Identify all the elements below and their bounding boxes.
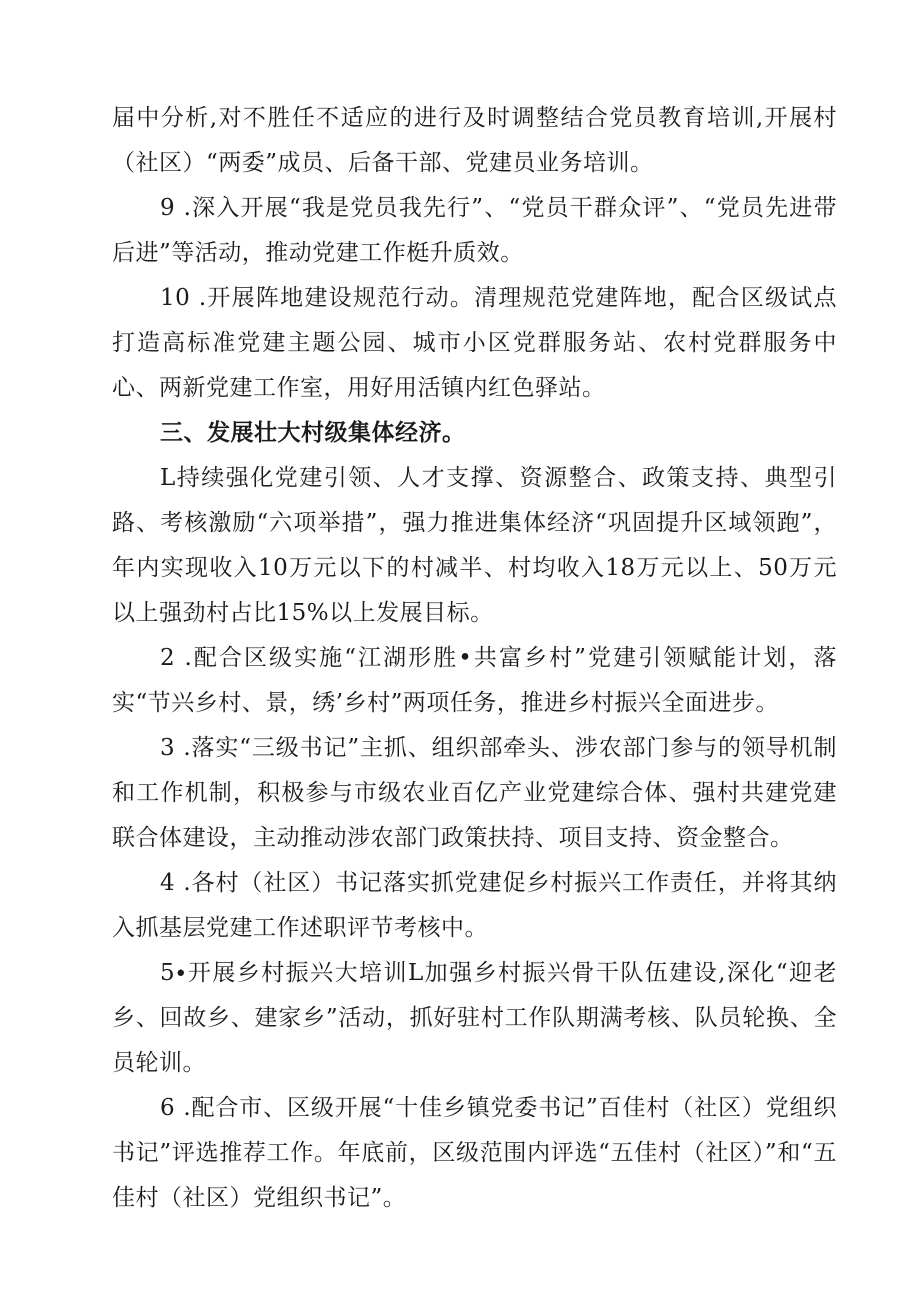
document-body: [112, 96, 837, 1221]
section-heading-3: 三、发展壮大村级集体经济。: [160, 420, 466, 446]
paragraph-economy-item-2: 2 .配合区级实施“江湖形胜•共富乡村”党建引领赋能计划，落实“节兴乡村、景，绣’乡村”两项任务，推进乡村振兴全面进步。: [112, 645, 837, 716]
paragraph-item-10: 10 .开展阵地建设规范行动。清理规范党建阵地，配合区级试点打造高标准党建主题公园、城市小区党群服务站、农村党群服务中心、两新党建工作室，用好用活镇内红色驿站。: [112, 285, 837, 401]
paragraph-economy-item-5: 5∙开展乡村振兴大培训L加强乡村振兴骨干队伍建设,深化“迎老乡、回故乡、建家乡”活动，抓好驻村工作队期满考核、队员轮换、全员轮训。: [112, 960, 837, 1076]
paragraph-economy-item-4: 4 .各村（社区）书记落实抓党建促乡村振兴工作责任，并将其纳入抓基层党建工作述职评节考核中。: [112, 870, 837, 941]
paragraph-economy-item-6: 6 .配合市、区级开展“十佳乡镇党委书记”百佳村（社区）党组织书记”评选推荐工作。年底前，区级范围内评选“五佳村（社区）”和“五佳村（社区）党组织书记”。: [112, 1095, 837, 1211]
paragraph-economy-item-1: L持续强化党建引领、人才支撑、资源整合、政策支持、典型引路、考核激励“六项举措”，强力推进集体经济“巩固提升区域领跑”，年内实现收入10万元以下的村减半、村均收入18万元以上、50万元以上强劲村占比15%以上发展目标。: [112, 465, 837, 626]
paragraph-item-9: 9 .深入开展“我是党员我先行”、“党员干群众评”、“党员先进带后进”等活动，推动党建工作梃升质效。: [112, 195, 837, 266]
paragraph-continuation-training: 届中分析,对不胜任不适应的进行及时调整结合党员教育培训,开展村（社区）“两委”成员、后备干部、党建员业务培训。: [112, 105, 837, 176]
paragraph-economy-item-3: 3 .落实“三级书记”主抓、组织部牵头、涉农部门参与的领导机制和工作机制，积极参与市级农业百亿产业党建综合体、强村共建党建联合体建设，主动推动涉农部门政策扶持、项目支持、资金整合。: [112, 735, 837, 851]
